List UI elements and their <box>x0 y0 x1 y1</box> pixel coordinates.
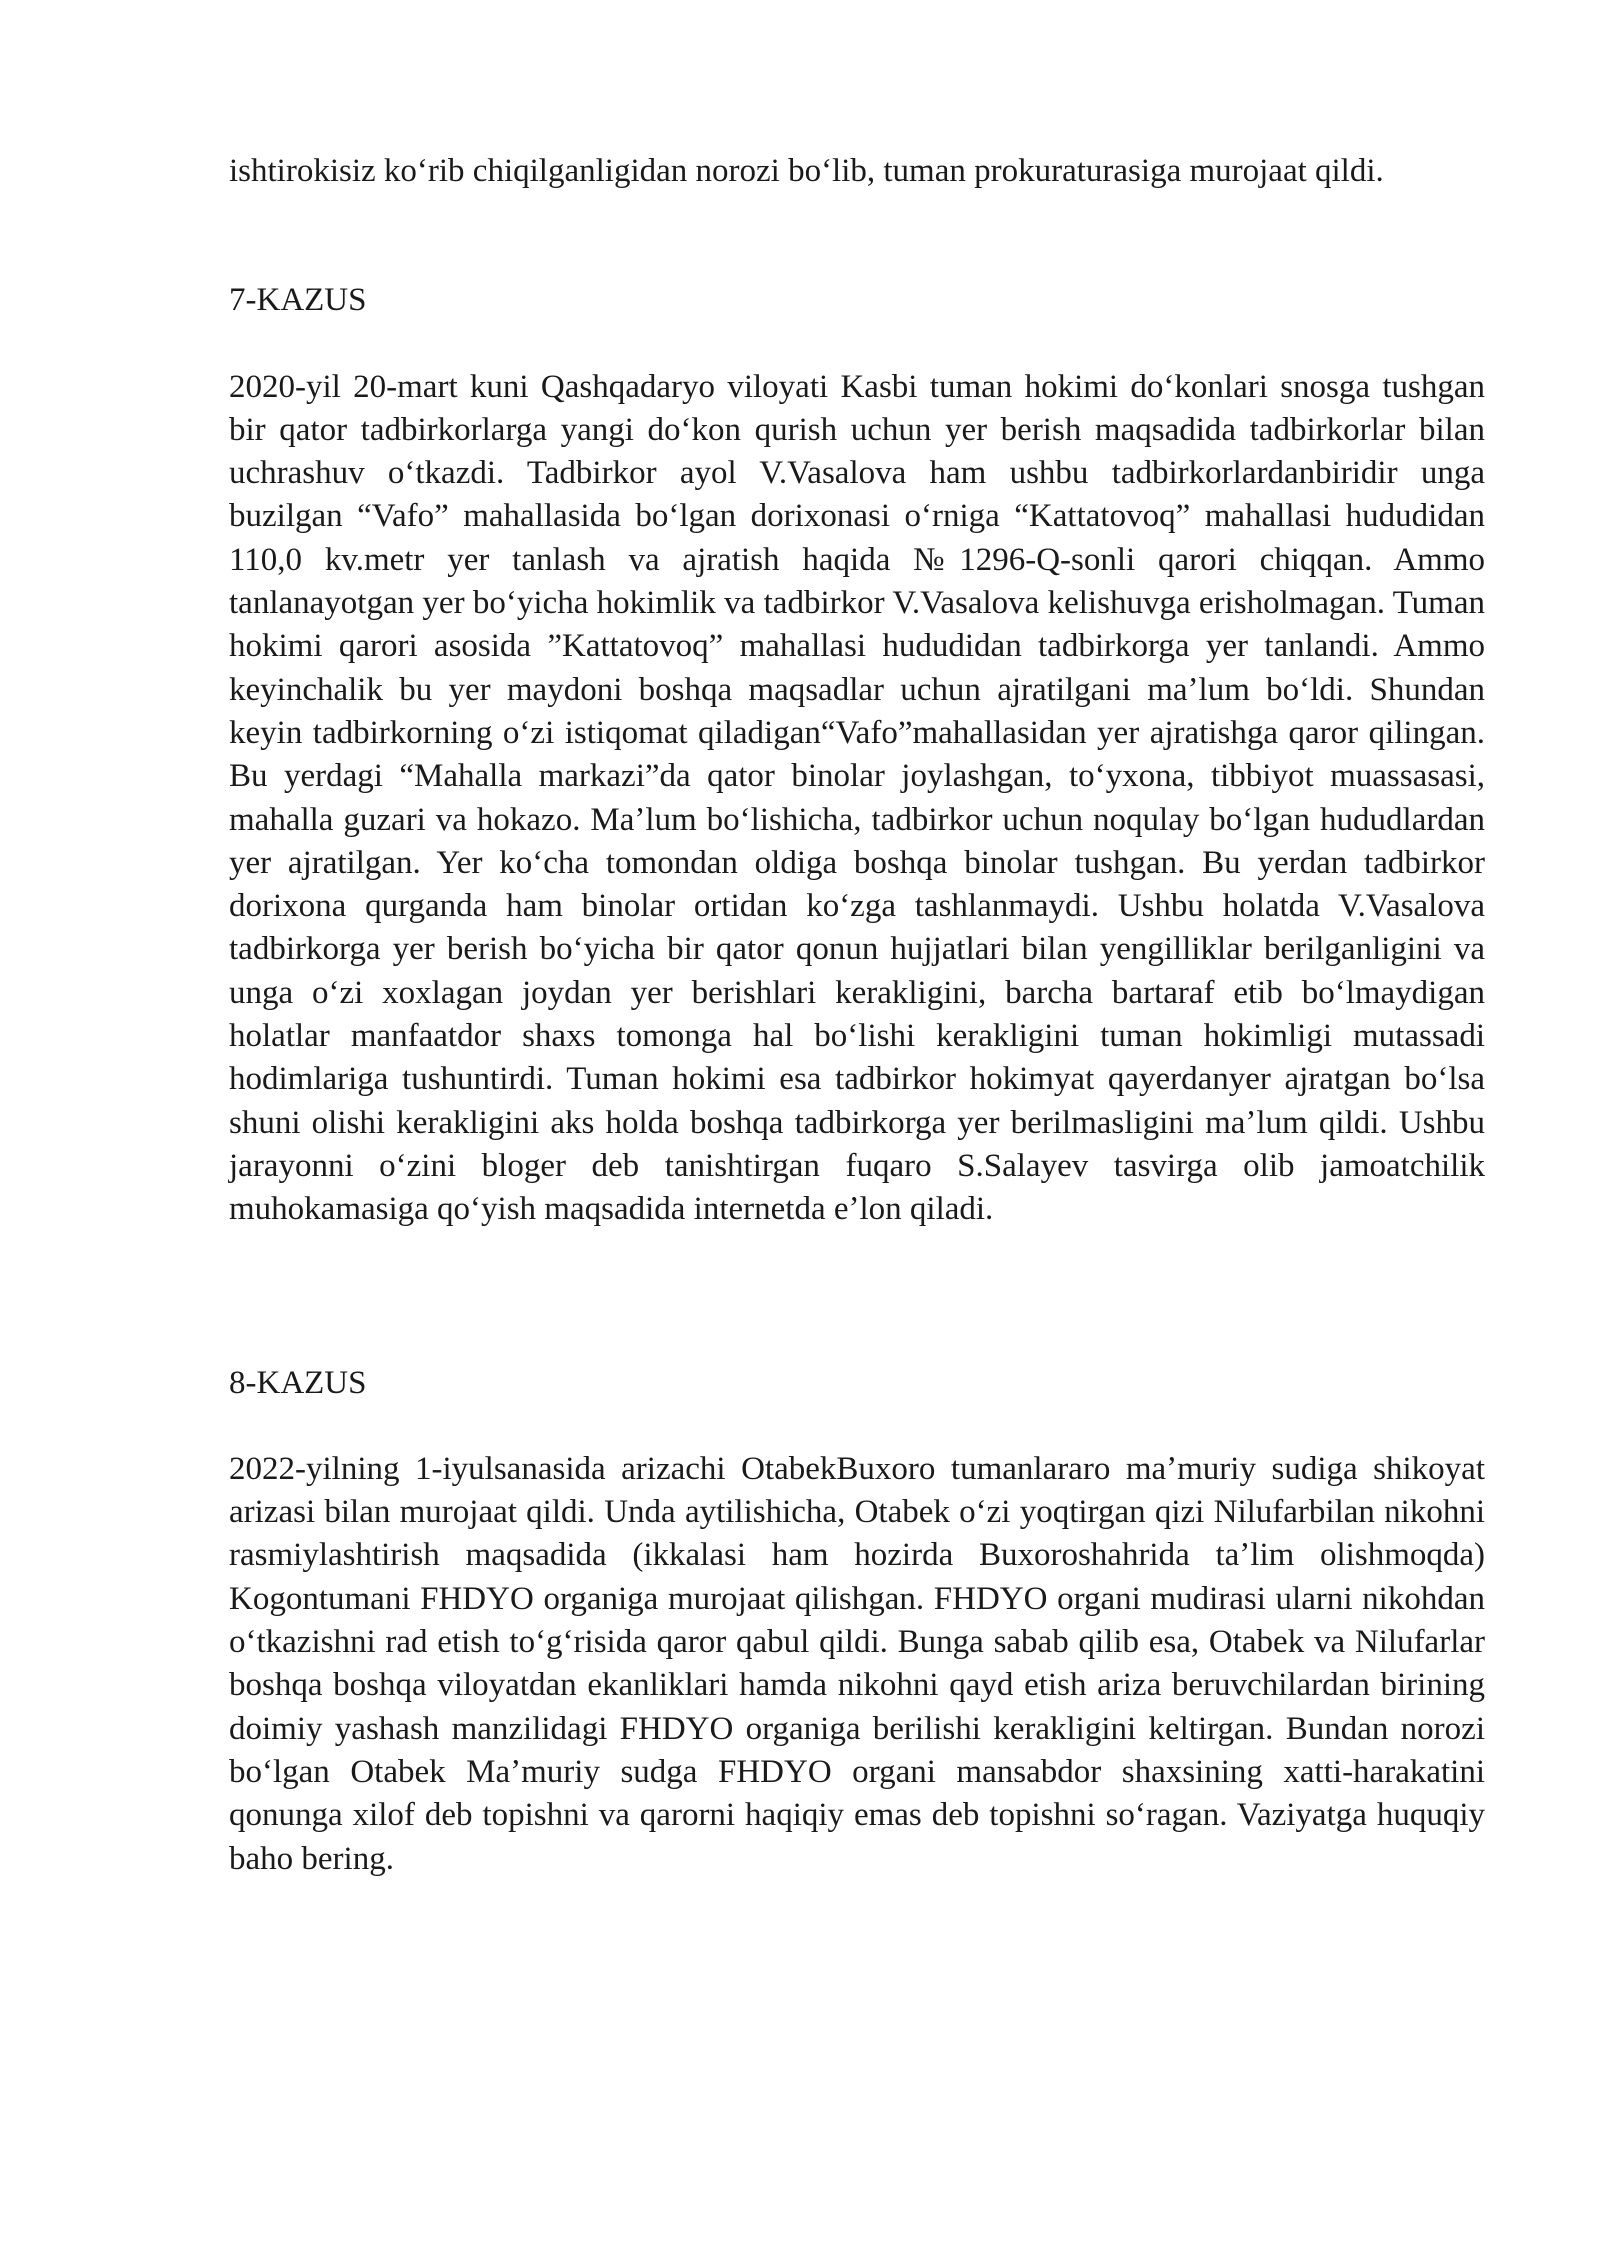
case-7-heading: 7-KAZUS <box>229 282 367 319</box>
case-7-text: 2020-yil 20-mart kuni Qashqadaryo viloyati Kasbi tuman hokimi doʻkonlari snosga tushgan bir qator tadbirkorlarga yangi doʻkon qurish uchun yer berish maqsadida tadbirkorlar bilan uchrashuv oʻtkazdi. Tadbirkor ayol V.Vasalova ham ushbu tadbirkorlardanbiridir unga buzilgan “Vafo” mahallasida boʻlgan dorixonasi oʻrniga “Kattatovoq” mahallasi hududidan 110,0 kv.metr yer tanlash va ajratish haqida №1296-Q-sonli qarori chiqqan. Ammo tanlanayotgan yer boʻyicha hokimlik va tadbirkor V.Vasalova kelishuvga erisholmagan. Tuman hokimi qarori asosida ”Kattatovoq” mahallasi hududidan tadbirkorga yer tanlandi. Ammo keyinchalik bu yer maydoni boshqa maqsadlar uchun ajratilgani maʼlum boʻldi. Shundan keyin tadbirkorning oʻzi istiqomat qiladigan“Vafo”mahallasidan yer ajratishga qaror qilingan. Bu yerdagi “Mahalla markazi”da qator binolar joylashgan, toʻyxona, tibbiyot muassasasi, mahalla guzari va hokazo. Maʼlum boʻlishicha, tadbirkor uchun noqulay boʻlgan hududlardan yer ajratilgan. Yer koʻcha tomondan oldiga boshqa binolar tushgan. Bu yerdan tadbirkor dorixona qurganda ham binolar ortidan koʻzga tashlanmaydi. Ushbu holatda V.Vasalova tadbirkorga yer berish boʻyicha bir qator qonun hujjatlari bilan yengilliklar berilganligini va unga oʻzi xoxlagan joydan yer berishlari kerakligini, barcha bartaraf etib boʻlmaydigan holatlar manfaatdor shaxs tomonga hal boʻlishi kerakligini tuman hokimligi mutassadi hodimlariga tushuntirdi. Tuman hokimi esa tadbirkor hokimyat qayerdanyer ajratgan boʻlsa shuni olishi kerakligini aks holda boshqa tadbirkorga yer berilmasligini maʼlum qildi. Ushbu jarayonni oʻzini bloger deb tanishtirgan fuqaro S.Salayev tasvirga olib jamoatchilik muhokamasiga qoʻyish maqsadida internetda eʼlon qiladi. <box>229 368 1485 1228</box>
case-8-heading: 8-KAZUS <box>229 1364 367 1401</box>
intro-paragraph: ishtirokisiz koʻrib chiqilganligidan norozi boʻlib, tuman prokuraturasiga murojaat qildi. <box>229 153 1384 189</box>
case-8-text: 2022-yilning 1-iyulsanasida arizachi OtabekBuxoro tumanlararo maʼmuriy sudiga shikoyat arizasi bilan murojaat qildi. Unda aytilishicha, Otabek oʻzi yoqtirgan qizi Nilufarbilan nikohni rasmiylashtirish maqsadida (ikkalasi ham hozirda Buxoroshahrida taʼlim olishmoqda) Kogontumani FHDYO organiga murojaat qilishgan. FHDYO organi mudirasi ularni nikohdan oʻtkazishni rad etish toʻgʻrisida qaror qabul qildi. Bunga sabab qilib esa, Otabek va Nilufarlar boshqa boshqa viloyatdan ekanliklari hamda nikohni qayd etish ariza beruvchilardan birining doimiy yashash manzilidagi FHDYO organiga berilishi kerakligini keltirgan. Bundan norozi boʻlgan Otabek Maʼmuriy sudga FHDYO organi mansabdor shaxsining xatti-harakatini qonunga xilof deb topishni va qarorni haqiqiy emas deb topishni soʻragan. Vaziyatga huquqiy baho bering. <box>229 1450 1485 1877</box>
document-body <box>229 150 1485 1881</box>
